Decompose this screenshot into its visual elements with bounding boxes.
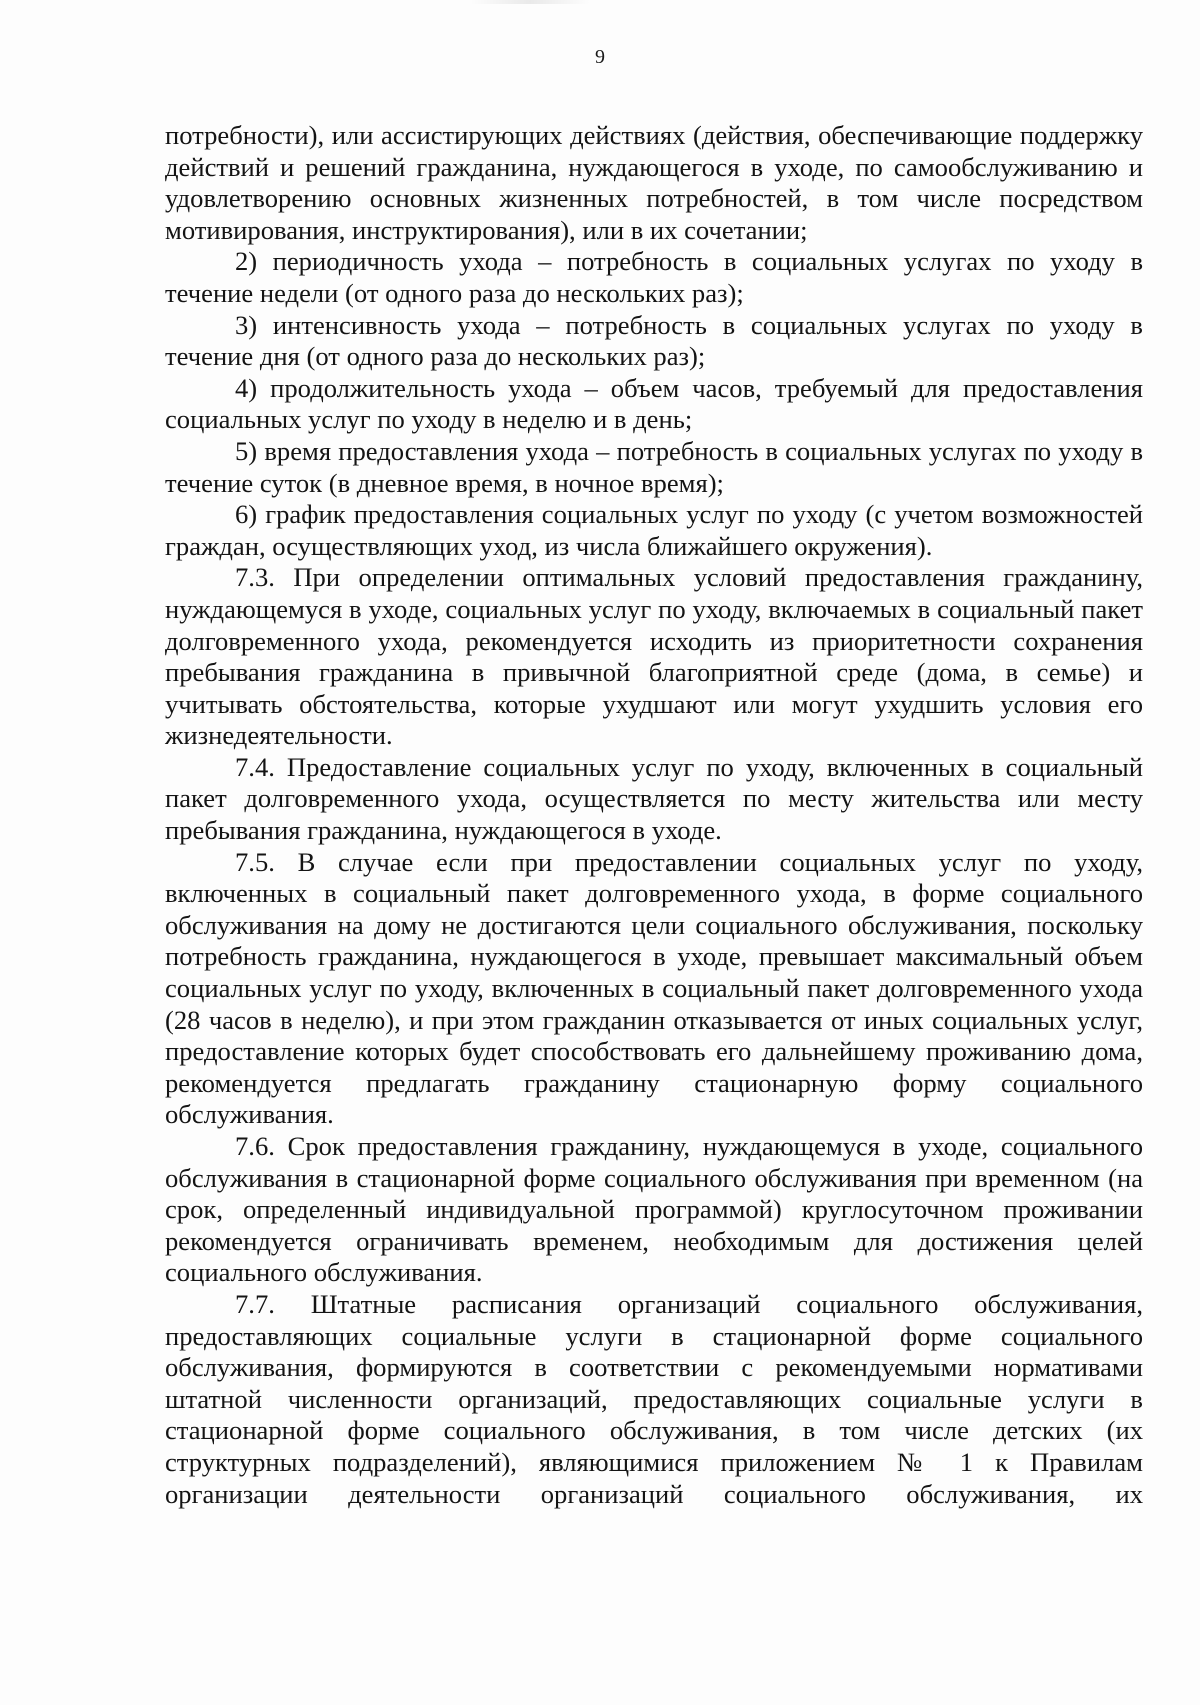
paragraph-item-2: 2) периодичность ухода – потребность в социальных услугах по уходу в течение недели (от одного раза до нескольких раз); <box>165 246 1143 308</box>
paragraph-item-6: 6) график предоставления социальных услуг по уходу (с учетом возможностей граждан, осуществляющих уход, из числа ближайшего окружения). <box>165 499 1143 561</box>
paragraph-continuation: потребности), или ассистирующих действиях (действия, обеспечивающие поддержку действий и решений гражданина, нуждающегося в уходе, по самообслуживанию и удовлетворению основных жизненных потребностей, в том числе посредством мотивирования, инструктирования), или в их сочетании; <box>165 120 1143 245</box>
paragraph-7-3: 7.3. При определении оптимальных условий предоставления гражданину, нуждающемуся в уходе, социальных услуг по уходу, включаемых в социальный пакет долговременного ухода, рекомендуется исходить из приоритетности сохранения пребывания гражданина в привычной благоприятной среде (дома, в семье) и учитывать обстоятельства, которые ухудшают или могут ухудшить условия его жизнедеятельности. <box>165 562 1143 751</box>
paragraph-7-4: 7.4. Предоставление социальных услуг по уходу, включенных в социальный пакет долговременного ухода, осуществляется по месту жительства или месту пребывания гражданина, нуждающегося в уходе. <box>165 751 1143 846</box>
paragraph-item-4: 4) продолжительность ухода – объем часов, требуемый для предоставления социальных услуг по уходу в неделю и в день; <box>165 372 1143 435</box>
paragraph-item-5: 5) время предоставления ухода – потребность в социальных услугах по уходу в течение суток (в дневное время, в ночное время); <box>165 435 1143 498</box>
paragraph-7-5: 7.5. В случае если при предоставлении социальных услуг по уходу, включенных в социальный пакет долговременного ухода, в форме социального обслуживания на дому не достигаются цели социального обслуживания, поскольку потребность гражданина, нуждающегося в уходе, превышает максимальный объем социальных услуг по уходу, включенных в социальный пакет долговременного ухода (28 часов в неделю), и при этом гражданин отказывается от иных социальных услуг, предоставление которых будет способствовать его дальнейшему проживанию дома, рекомендуется предлагать гражданину стационарную форму социального обслуживания. <box>165 846 1143 1130</box>
body-text <box>165 120 1143 1510</box>
page-number: 9 <box>595 46 605 68</box>
paragraph-7-6: 7.6. Срок предоставления гражданину, нуждающемуся в уходе, социального обслуживания в стационарной форме социального обслуживания при временном (на срок, определенный индивидуальной программой) круглосуточном проживании рекомендуется ограничивать временем, необходимым для достижения целей социального обслуживания. <box>165 1131 1143 1288</box>
scan-artifact <box>470 0 590 4</box>
paragraph-item-3: 3) интенсивность ухода – потребность в социальных услугах по уходу в течение дня (от одного раза до нескольких раз); <box>165 309 1143 372</box>
paragraph-7-7: 7.7. Штатные расписания организаций социального обслуживания, предоставляющих социальные услуги в стационарной форме социального обслуживания, формируются в соответствии с рекомендуемыми нормативами штатной численности организаций, предоставляющих социальные услуги в стационарной форме социального обслуживания, в том числе детских (их структурных подразделений), являющимися приложением № 1 к Правилам организации деятельности организаций социального обслуживания, их <box>165 1288 1143 1509</box>
